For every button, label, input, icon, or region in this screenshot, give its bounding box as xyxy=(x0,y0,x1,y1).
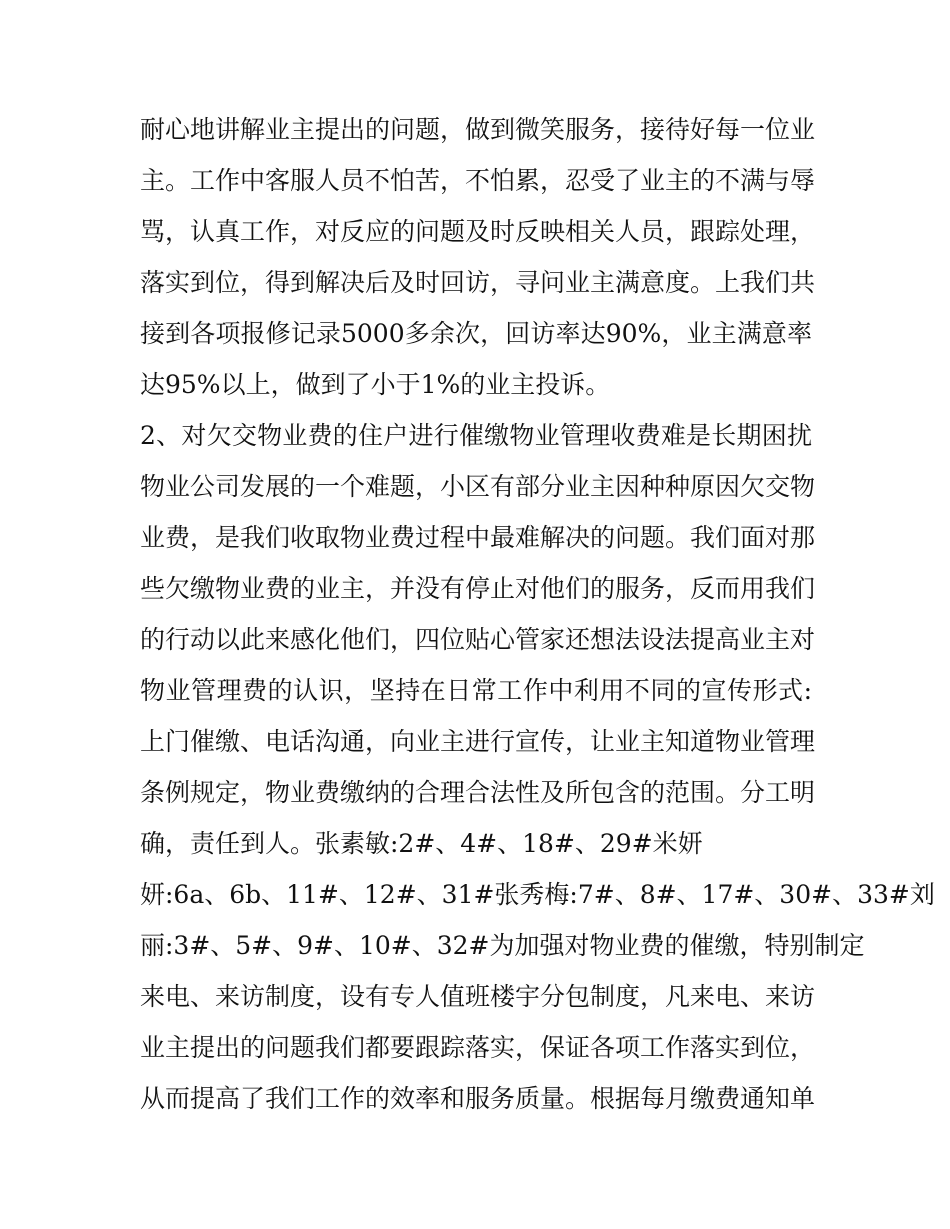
text-line: 业主提出的问题我们都要跟踪落实，保证各项工作落实到位， xyxy=(140,1033,816,1062)
text-line: 的行动以此来感化他们，四位贴心管家还想法设法提高业主对 xyxy=(140,625,816,654)
text-line: 落实到位，得到解决后及时回访，寻问业主满意度。上我们共 xyxy=(140,268,816,297)
text-line: 达95%以上，做到了小于1%的业主投诉。 xyxy=(140,370,611,399)
text-line: 物业公司发展的一个难题，小区有部分业主因种种原因欠交物 xyxy=(140,472,816,501)
text-line: 骂，认真工作，对反应的问题及时反映相关人员，跟踪处理， xyxy=(140,217,816,246)
text-line: 主。工作中客服人员不怕苦，不怕累，忍受了业主的不满与辱 xyxy=(140,166,816,195)
document-page xyxy=(140,104,935,1124)
text-line: 来电、来访制度，设有专人值班楼宇分包制度，凡来电、来访 xyxy=(140,982,816,1011)
text-line: 丽:3#、5#、9#、10#、32#为加强对物业费的催缴，特别制定 xyxy=(140,931,865,960)
text-line: 耐心地讲解业主提出的问题，做到微笑服务，接待好每一位业 xyxy=(140,115,816,144)
text-line: 从而提高了我们工作的效率和服务质量。根据每月缴费通知单 xyxy=(140,1084,816,1113)
text-line: 妍:6a、6b、11#、12#、31#张秀梅:7#、8#、17#、30#、33#刘 xyxy=(140,880,935,909)
text-line: 上门催缴、电话沟通，向业主进行宣传，让业主知道物业管理 xyxy=(140,727,816,756)
text-line: 确，责任到人。张素敏:2#、4#、18#、29#米妍 xyxy=(140,829,703,858)
text-line: 物业管理费的认识，坚持在日常工作中利用不同的宣传形式: xyxy=(140,676,812,705)
text-line: 些欠缴物业费的业主，并没有停止对他们的服务，反而用我们 xyxy=(140,574,816,603)
text-line: 接到各项报修记录5000多余次，回访率达90%，业主满意率 xyxy=(140,319,812,348)
text-line: 业费，是我们收取物业费过程中最难解决的问题。我们面对那 xyxy=(140,523,816,552)
text-line: 条例规定，物业费缴纳的合理合法性及所包含的范围。分工明 xyxy=(140,778,816,807)
text-line: 2、对欠交物业费的住户进行催缴物业管理收费难是长期困扰 xyxy=(140,421,812,450)
